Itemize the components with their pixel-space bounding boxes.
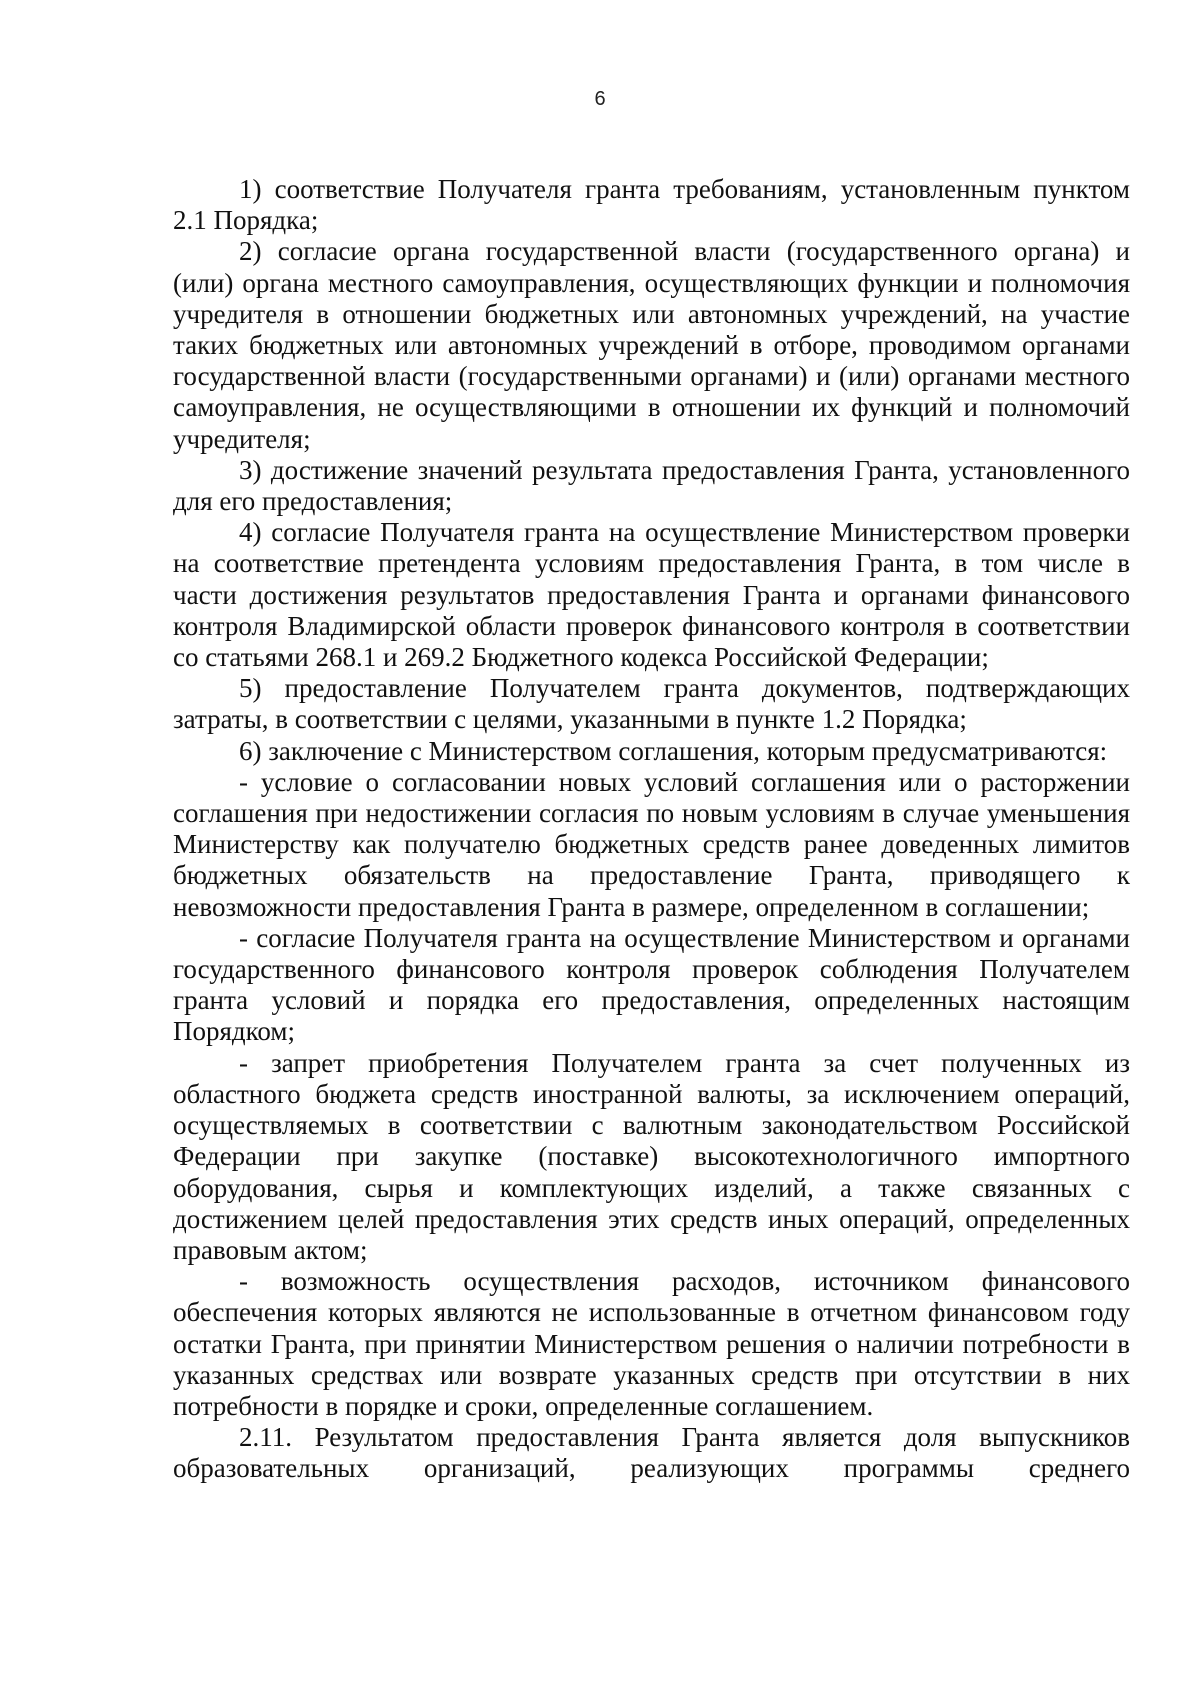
paragraph-item-4: 4) согласие Получателя гранта на осуществление Министерством проверки на соответствие претендента условиям предоставления Гранта, в том числе в части достижения результатов предоставления Гранта и органами финансового контроля Владимирской области проверок финансового контроля в соответствии со статьями 268.1 и 269.2 Бюджетного кодекса Российской Федерации; bbox=[173, 517, 1130, 673]
paragraph-subitem-currency-ban: - запрет приобретения Получателем гранта за счет полученных из областного бюджета средств иностранной валюты, за исключением операций, осуществляемых в соответствии с валютным законодательством Российской Федерации при закупке (поставке) высокотехнологичного импортного оборудования, сырья и комплектующих изделий, а также связанных с достижением целей предоставления этих средств иных операций, определенных правовым актом; bbox=[173, 1047, 1130, 1265]
paragraph-subitem-renegotiation: - условие о согласовании новых условий соглашения или о расторжении соглашения при недостижении согласия по новым условиям в случае уменьшения Министерству как получателю бюджетных средств ранее доведенных лимитов бюджетных обязательств на предоставление Гранта, приводящего к невозможности предоставления Гранта в размере, определенном в соглашении; bbox=[173, 766, 1130, 922]
paragraph-subitem-inspection-consent: - согласие Получателя гранта на осуществление Министерством и органами государственного финансового контроля проверок соблюдения Получателем гранта условий и порядка его предоставления, определенных настоящим Порядком; bbox=[173, 922, 1130, 1047]
paragraph-subitem-unused-balances: - возможность осуществления расходов, источником финансового обеспечения которых являются не использованные в отчетном финансовом году остатки Гранта, при принятии Министерством решения о наличии потребности в указанных средствах или возврате указанных средств при отсутствии в них потребности в порядке и сроки, определенные соглашением. bbox=[173, 1266, 1130, 1421]
paragraph-item-2: 2) согласие органа государственной власти (государственного органа) и (или) органа местного самоуправления, осуществляющих функции и полномочия учредителя в отношении бюджетных или автономных учреждений, на участие таких бюджетных или автономных учреждений в отборе, проводимом органами государственной власти (государственными органами) и (или) органами местного самоуправления, не осуществляющими в отношении их функций и полномочий учредителя; bbox=[173, 236, 1130, 454]
paragraph-item-1: 1) соответствие Получателя гранта требованиям, установленным пунктом 2.1 Порядка; bbox=[173, 174, 1130, 236]
paragraph-section-2-11: 2.11. Результатом предоставления Гранта является доля выпускников образовательных организаций, реализующих программы среднего bbox=[173, 1422, 1130, 1484]
document-body bbox=[173, 174, 1130, 1485]
paragraph-item-3: 3) достижение значений результата предоставления Гранта, установленного для его предоставления; bbox=[173, 454, 1130, 517]
page-number: 6 bbox=[594, 88, 606, 110]
paragraph-item-5: 5) предоставление Получателем гранта документов, подтверждающих затраты, в соответствии с целями, указанными в пункте 1.2 Порядка; bbox=[173, 673, 1130, 735]
paragraph-item-6: 6) заключение с Министерством соглашения, которым предусматриваются: bbox=[239, 735, 1108, 766]
